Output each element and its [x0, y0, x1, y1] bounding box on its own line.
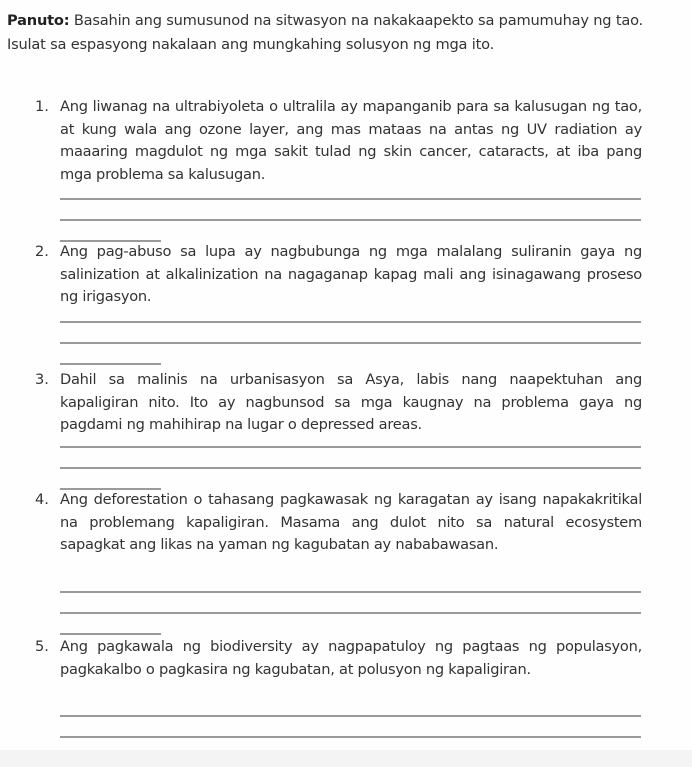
answer-line[interactable]	[60, 715, 641, 717]
answer-line[interactable]	[60, 736, 641, 738]
question-number: 4.	[35, 491, 49, 508]
question-text: Ang pag-abuso sa lupa ay nagbubunga ng mga malalang suliranin gaya ng salinization at alkalinization na nagaganap kapag mali ang isinagawang proseso ng irigasyon.	[60, 243, 642, 305]
answer-line[interactable]	[60, 591, 641, 593]
question-text: Ang liwanag na ultrabiyoleta o ultralila ay mapanganib para sa kalusugan ng tao, at kung wala ang ozone layer, ang mas mataas na antas ng UV radiation ay maaaring magdulot ng mga sakit tulad ng skin cancer, cataracts, at iba pang mga problema sa kalusugan.	[60, 98, 642, 183]
answer-line[interactable]	[60, 219, 641, 221]
question-number: 2.	[35, 243, 49, 260]
instructions-text: Basahin ang sumusunod na sitwasyon na nakakaapekto sa pamumuhay ng tao. Isulat sa espasyong nakalaan ang mungkahing solusyon ng mga ito.	[7, 12, 643, 53]
question-number: 3.	[35, 371, 49, 388]
question-number: 1.	[35, 98, 49, 115]
instructions-label: Panuto:	[7, 12, 70, 29]
answer-line-short[interactable]	[60, 363, 161, 365]
answer-line-short[interactable]	[60, 633, 161, 635]
answer-line[interactable]	[60, 467, 641, 469]
instructions	[7, 9, 643, 56]
question-text: Ang pagkawala ng biodiversity ay nagpapatuloy ng pagtaas ng populasyon, pagkakalbo o pagkasira ng kagubatan, at polusyon ng kapaligiran.	[60, 638, 642, 678]
answer-line[interactable]	[60, 446, 641, 448]
answer-line[interactable]	[60, 321, 641, 323]
answer-line[interactable]	[60, 612, 641, 614]
question-text: Ang deforestation o tahasang pagkawasak ng karagatan ay isang napakakritikal na problemang kapaligiran. Masama ang dulot nito sa natural ecosystem sapagkat ang likas na yaman ng kagubatan ay nababawasan.	[60, 491, 642, 553]
answer-line[interactable]	[60, 342, 641, 344]
question-text: Dahil sa malinis na urbanisasyon sa Asya, labis nang naapektuhan ang kapaligiran nito. Ito ay nagbunsod sa mga kaugnay na problema gaya ng pagdami ng mahihirap na lugar o depressed areas.	[60, 371, 642, 433]
answer-line[interactable]	[60, 198, 641, 200]
question-number: 5.	[35, 638, 49, 655]
bottom-margin	[0, 750, 692, 767]
